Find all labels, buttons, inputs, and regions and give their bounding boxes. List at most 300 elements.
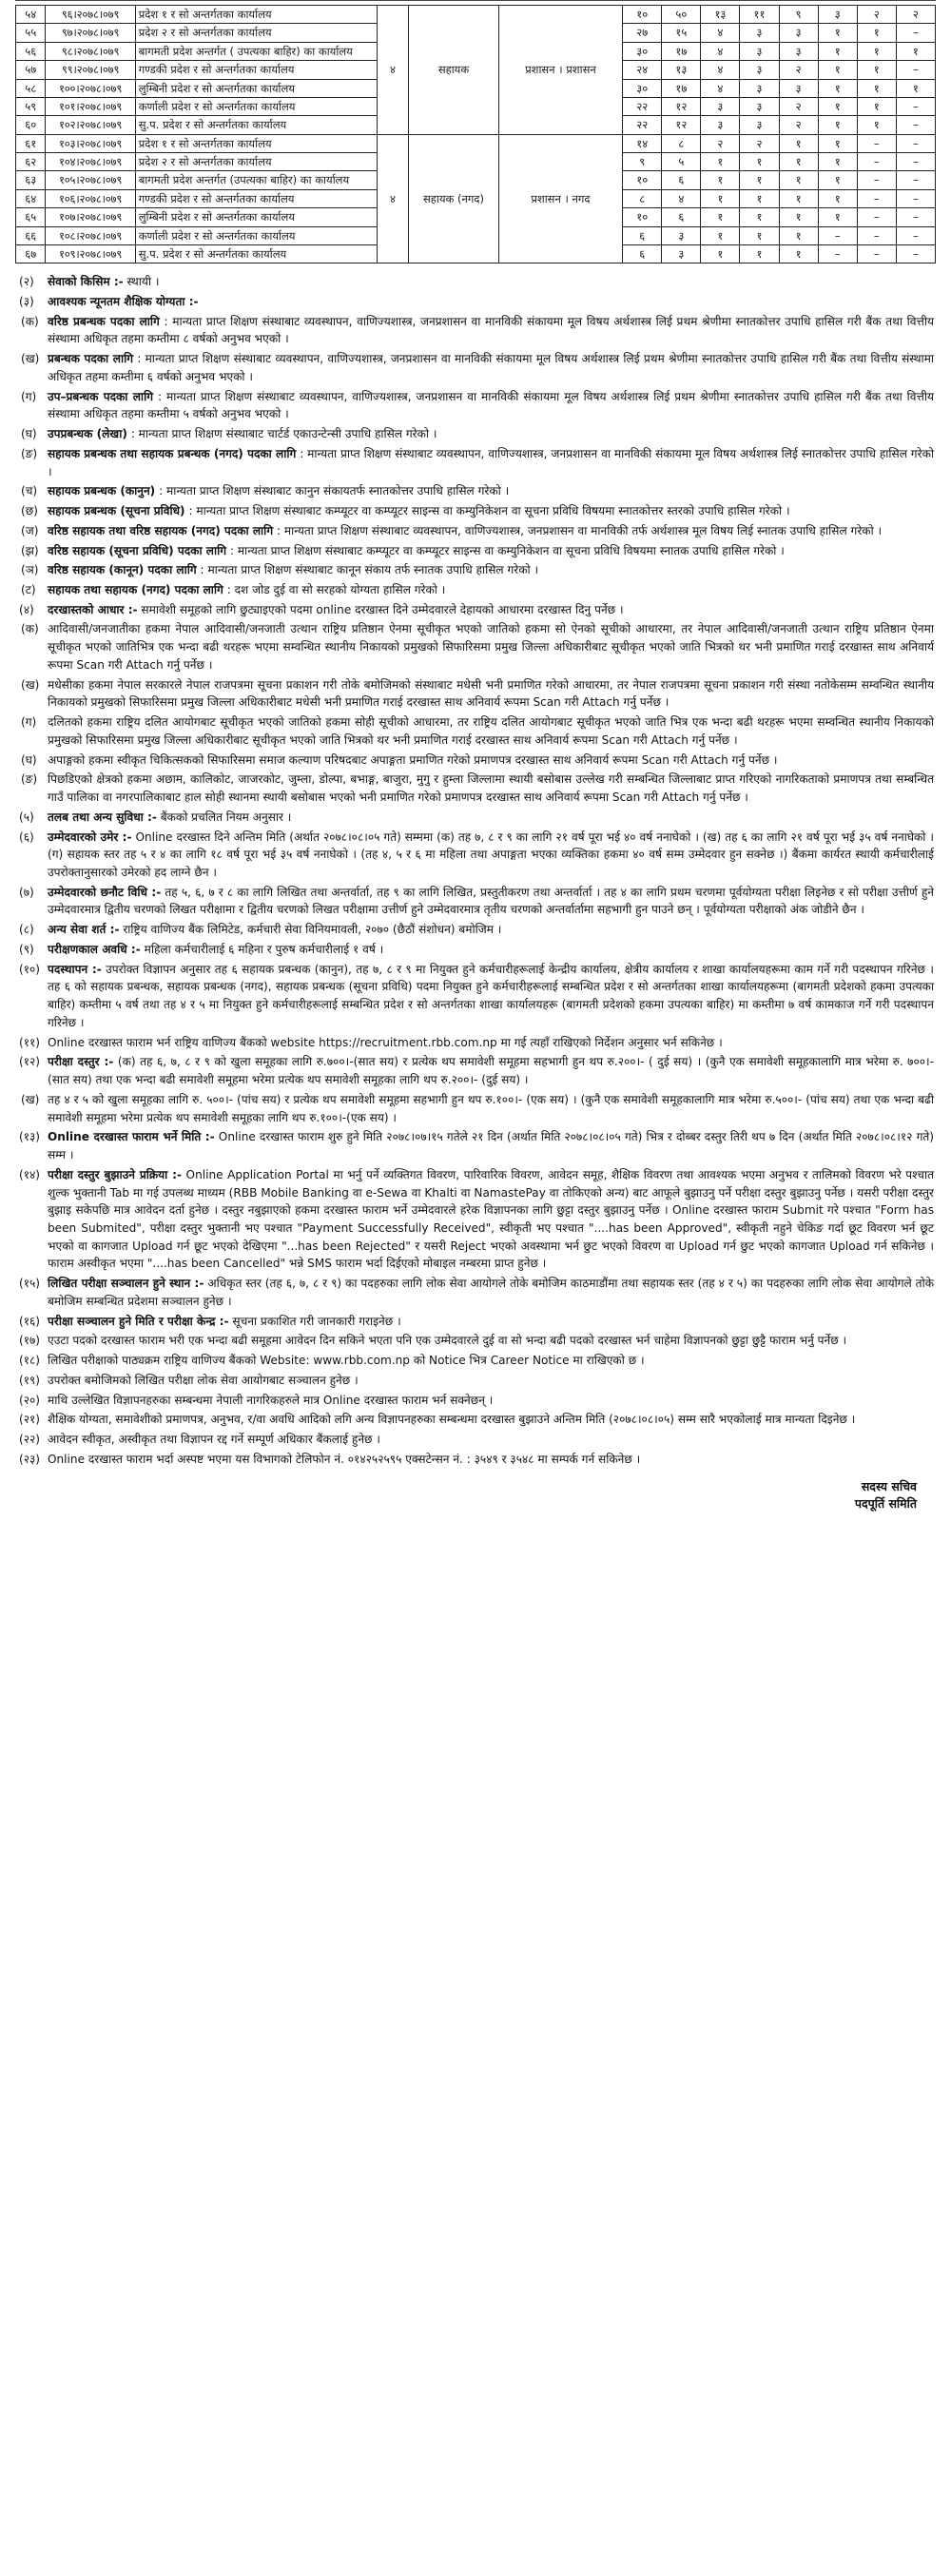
clause-text: उपरोक्त बमोजिमको लिखित परीक्षा लोक सेवा आयोगबाट सञ्चालन हुनेछ । <box>48 1373 359 1387</box>
clause-marker: (११) <box>19 1035 41 1049</box>
cell-serial-number: ६५ <box>16 208 46 226</box>
cell-seat-count: – <box>896 189 935 207</box>
clause-text: स्थायी । <box>123 275 160 289</box>
cell-seat-count: १ <box>818 208 857 226</box>
clause-marker: (२) <box>19 275 34 289</box>
clause-body <box>48 425 936 443</box>
cell-seat-count: – <box>857 153 896 171</box>
cell-seat-count: – <box>896 226 935 244</box>
clause-body <box>48 1332 936 1350</box>
clause-body <box>48 388 936 423</box>
clause-item <box>15 1352 936 1370</box>
clause-item <box>15 1372 936 1390</box>
clause-item <box>15 482 936 500</box>
clause-marker: (१३) <box>19 1130 41 1144</box>
signature-line-1: सदस्य सचिव <box>861 1478 917 1493</box>
clause-marker: (१०) <box>19 962 41 976</box>
cell-seat-count: १३ <box>701 6 740 24</box>
cell-office-name: कर्णाली प्रदेश र सो अन्तर्गतका कार्यालय <box>135 226 377 244</box>
cell-seat-count: ३ <box>740 116 779 134</box>
clause-text: : मान्यता प्राप्त शिक्षण संस्थाबाट कम्प्यूटर वा कम्प्यूटर साइन्स वा कम्युनिकेशन वा सूचना प्रविधि विषयमा स्नातक उपाधि हासिल गरेको । <box>226 543 785 557</box>
clause-marker: (१६) <box>19 1314 41 1328</box>
clause-marker: (८) <box>19 923 34 937</box>
clause-marker: (१२) <box>19 1055 41 1069</box>
cell-office-name: बागमती प्रदेश अन्तर्गत ( उपत्यका बाहिर) का कार्यालय <box>135 42 377 60</box>
cell-level: ४ <box>377 134 409 263</box>
clause-item <box>15 1411 936 1429</box>
cell-level: ४ <box>377 6 409 135</box>
cell-seat-count: १ <box>740 189 779 207</box>
clause-item <box>15 751 936 770</box>
cell-advertisement-number: १०२।२०७८।०७९ <box>46 116 135 134</box>
cell-seat-count: ३ <box>779 79 818 97</box>
clause-body <box>48 522 936 540</box>
cell-seat-count: १ <box>818 97 857 115</box>
clause-item <box>15 1392 936 1410</box>
clause-text: दलितको हकमा राष्ट्रिय दलित आयोगबाट सूचीकृत भएको जातिको हकमा सोही सूचीको आधारमा, तर राष्ट्रिय दलित आयोगबाट सूचीकृत भएको जाति भित्र एक भन्दा बढी थरहरू भएमा सम्वन्धित स्थानीय निकायको प्रमुखको सिफारिसमा प्रमुख जिल्ला अधिकारीबाट सूचीकृत भएको जाति भित्रको थर भनी प्रमाणित गराई दरखास्त साथ अनिवार्य रूपमा Scan गरी Attach गर्नु पर्नेछ । <box>48 715 934 747</box>
cell-seat-count: ४ <box>701 42 740 60</box>
cell-seat-count: १ <box>857 116 896 134</box>
cell-serial-number: ६३ <box>16 171 46 189</box>
clause-body <box>48 884 936 919</box>
cell-advertisement-number: १०७।२०७८।०७९ <box>46 208 135 226</box>
cell-seat-count: – <box>896 153 935 171</box>
clause-marker: (४) <box>19 602 34 616</box>
cell-seat-count: १ <box>701 189 740 207</box>
cell-seat-count: १ <box>818 189 857 207</box>
cell-seat-count: १ <box>818 42 857 60</box>
clause-body <box>48 601 936 619</box>
clause-item <box>15 350 936 385</box>
cell-seat-count: २ <box>896 6 935 24</box>
cell-seat-count: १ <box>818 116 857 134</box>
cell-post-name: सहायक (नगद) <box>409 134 498 263</box>
clause-body <box>48 445 936 480</box>
clause-item <box>15 713 936 749</box>
clause-body <box>48 961 936 1032</box>
cell-serial-number: ५६ <box>16 42 46 60</box>
clause-heading: परीक्षा दस्तुर :- <box>48 1055 114 1069</box>
cell-seat-count: १ <box>818 24 857 42</box>
cell-advertisement-number: १०८।२०७८।०७९ <box>46 226 135 244</box>
cell-seat-count: १ <box>818 153 857 171</box>
cell-seat-count: १ <box>779 244 818 263</box>
clause-body <box>48 1411 936 1429</box>
cell-seat-count: १ <box>740 153 779 171</box>
clause-marker: (घ) <box>21 427 37 441</box>
cell-seat-count: ४ <box>662 189 701 207</box>
cell-seat-count: २४ <box>623 61 662 79</box>
cell-seat-count: ३ <box>779 42 818 60</box>
clause-body <box>48 581 936 599</box>
cell-seat-count: ६ <box>662 171 701 189</box>
cell-seat-count: १ <box>818 79 857 97</box>
clause-marker: (१४) <box>19 1167 41 1181</box>
clause-item <box>15 1313 936 1331</box>
clause-text: सूचना प्रकाशित गरी जानकारी गराइनेछ । <box>228 1314 401 1328</box>
clause-text: Online दरखास्त फाराम भर्न राष्ट्रिय वाणिज्य बैंकको website https://recruitment.rbb.com.np मा गई त्यहाँ राखिएको निर्देशन अनुसार भर्न सकिनेछ । <box>48 1035 723 1049</box>
clause-body <box>48 1451 936 1469</box>
clause-marker: (घ) <box>21 752 37 767</box>
clause-text: समावेशी समूहको लागि छुट्याइएको पदमा online दरखास्त दिने उम्मेदवारले देहायको आधारमा दरखास्त दिनु पर्नेछ । <box>137 602 624 616</box>
cell-advertisement-number: १०१।२०७८।०७९ <box>46 97 135 115</box>
cell-advertisement-number: १००।२०७८।०७९ <box>46 79 135 97</box>
clause-item <box>15 1034 936 1052</box>
vacancy-table <box>15 5 936 263</box>
clause-heading: दरखास्तको आधार :- <box>48 602 138 616</box>
clause-body <box>48 1352 936 1370</box>
cell-seat-count: ४ <box>701 61 740 79</box>
clause-text: Online दरखास्त फाराम भर्दा अस्पष्ट भएमा यस विभागको टेलिफोन नं. ०१४२५२५९५ एक्सटेन्सन नं. : ३५४९ र ३५४८ मा सम्पर्क गर्न सकिनेछ । <box>48 1452 641 1466</box>
clause-marker: (ङ) <box>21 772 38 787</box>
clause-text: : मान्यता प्राप्त शिक्षण संस्थाबाट व्यवस्थापन, वाणिज्यशास्त्र, जनप्रशासन वा मानविकी संकायमा मूल विषय अर्थशास्त्र लिई प्रथम श्रेणीमा स्नातकोत्तर उपाधि हासिल गरी बैंक तथा वित्तीय संस्थामा अधिकृत तहमा कम्तीमा ६ वर्षको अनुभव भएको । <box>48 352 934 383</box>
cell-seat-count: – <box>896 61 935 79</box>
clause-heading: वरिष्ठ सहायक तथा वरिष्ठ सहायक (नगद) पदका लागि <box>48 523 274 537</box>
cell-seat-count: ६ <box>623 226 662 244</box>
clause-body <box>48 771 936 806</box>
cell-seat-count: १३ <box>662 61 701 79</box>
cell-seat-count: १ <box>779 189 818 207</box>
clause-body <box>48 502 936 520</box>
cell-seat-count: ११ <box>740 6 779 24</box>
clause-body <box>48 620 936 673</box>
clause-heading: वरिष्ठ सहायक (सूचना प्रविधि) पदका लागि <box>48 543 227 557</box>
clause-text: : मान्यता प्राप्त शिक्षण संस्थाबाट व्यवस्थापन, वाणिज्यशास्त्र, जनप्रशासन वा मानविकी संकायमा मूल विषय अर्थशास्त्र लिई प्रथम श्रेणीमा स्नातकोत्तर उपाधि हासिल गरी बैंक तथा वित्तीय संस्थामा अधिकृत तहमा कम्तीमा ८ वर्षको अनुभव भएको । <box>48 314 934 346</box>
cell-seat-count: – <box>896 171 935 189</box>
cell-advertisement-number: १०९।२०७८।०७९ <box>46 244 135 263</box>
clause-heading: उम्मेदवारको उमेर :- <box>48 829 132 844</box>
clause-heading: परीक्षणकाल अवधि :- <box>48 942 141 956</box>
clause-item <box>15 561 936 579</box>
clause-heading: पदस्थापन :- <box>48 962 102 976</box>
cell-seat-count: – <box>896 244 935 263</box>
cell-office-name: लुम्बिनी प्रदेश र सो अन्तर्गतका कार्यालय <box>135 208 377 226</box>
clause-item <box>15 445 936 480</box>
clause-item <box>15 601 936 619</box>
cell-office-name: कर्णाली प्रदेश र सो अन्तर्गतका कार्यालय <box>135 97 377 115</box>
clause-marker: (३) <box>19 294 34 308</box>
clause-text: राष्ट्रिय वाणिज्य बैंक लिमिटेड, कर्मचारी सेवा विनियमावली, २०७० (छैठौं संशोधन) बमोजिम । <box>119 923 502 937</box>
cell-seat-count: – <box>896 116 935 134</box>
clause-marker: (ञ) <box>21 563 39 577</box>
clause-body <box>48 1053 936 1088</box>
cell-office-name: गण्डकी प्रदेश र सो अन्तर्गतका कार्यालय <box>135 189 377 207</box>
cell-seat-count: ५० <box>662 6 701 24</box>
cell-seat-count: २ <box>779 61 818 79</box>
clause-marker: (६) <box>19 829 34 844</box>
cell-seat-count: ३० <box>623 42 662 60</box>
clause-marker: (१५) <box>19 1277 41 1291</box>
cell-serial-number: ६६ <box>16 226 46 244</box>
cell-office-name: सु.प. प्रदेश र सो अन्तर्गतका कार्यालय <box>135 244 377 263</box>
clause-body <box>48 751 936 770</box>
cell-seat-count: १ <box>896 42 935 60</box>
clause-item <box>15 502 936 520</box>
cell-office-name: बागमती प्रदेश अन्तर्गत (उपत्यका बाहिर) का कार्यालय <box>135 171 377 189</box>
clause-body <box>48 542 936 560</box>
cell-seat-count: २ <box>857 6 896 24</box>
clause-body <box>48 1275 936 1310</box>
clause-heading: वरिष्ठ सहायक (कानून) पदका लागि <box>48 563 197 577</box>
clause-marker: (५) <box>19 810 34 824</box>
cell-seat-count: – <box>896 24 935 42</box>
cell-seat-count: १ <box>740 171 779 189</box>
clause-text: : मान्यता प्राप्त शिक्षण संस्थाबाट कानुन संकायतर्फ स्नातकोत्तर उपाधि हासिल गरेको । <box>155 484 510 498</box>
clause-text: माथि उल्लेखित विज्ञापनहरुका सम्बन्धमा नेपाली नागरिकहरुले मात्र Online दरखास्त फाराम भर्न सक्नेछन् । <box>48 1393 494 1407</box>
clause-text: तह ४ र ५ को खुला समूहका लागि रु. ५००।- (पांच सय) र प्रत्येक थप समावेशी समूहमा सहभागी हुन थप रु.१००।- (एक सय) । (कुनै एक समावेशी समूहकालागि मात्र भरेमा रु.५००।- (पांच सय) तथा एक भन्दा बढी समावेशी समूहमा भरेमा प्रत्येक थप समावेशी समूहका लागि थप रु.१००।-(एक सय) । <box>48 1092 934 1124</box>
clause-marker: (९) <box>19 942 34 956</box>
clause-text: : दश जोड दुई वा सो सरहको योग्यता हासिल गरेको । <box>223 583 446 596</box>
cell-seat-count: १५ <box>662 24 701 42</box>
cell-serial-number: ५७ <box>16 61 46 79</box>
cell-seat-count: ३ <box>740 42 779 60</box>
clause-item <box>15 273 936 291</box>
cell-office-name: प्रदेश १ र सो अन्तर्गतका कार्यालय <box>135 134 377 152</box>
clause-item <box>15 809 936 827</box>
cell-seat-count: – <box>857 244 896 263</box>
cell-seat-count: २ <box>740 134 779 152</box>
clause-marker: (क) <box>21 622 39 636</box>
cell-seat-count: २ <box>701 134 740 152</box>
clause-text: अपाङ्गको हकमा स्वीकृत चिकित्सकको सिफारिसमा समाज कल्याण परिषदबाट अपाङ्गता प्रमाणित गरेको प्रमाणपत्र दरखास्त साथ अनिवार्य रूपमा Scan गरी Attach गर्नु पर्नेछ । <box>48 752 778 767</box>
clause-text: : मान्यता प्राप्त शिक्षण संस्थाबाट व्यवस्थापन, वाणिज्यशास्त्र, जनप्रशासन वा मानविकी तर्फ अर्थशास्त्र मूल विषय लिई स्नातक उपाधि हासिल गरेको । <box>273 523 883 537</box>
clause-item <box>15 829 936 882</box>
cell-seat-count: १ <box>857 97 896 115</box>
clause-heading: सेवाको किसिम :- <box>48 275 124 289</box>
clause-marker: (७) <box>19 885 34 899</box>
clause-item <box>15 425 936 443</box>
clause-marker: (क) <box>21 314 39 328</box>
cell-seat-count: ६ <box>623 244 662 263</box>
cell-seat-count: १० <box>623 208 662 226</box>
clause-text: शैक्षिक योग्यता, समावेशीको प्रमाणपत्र, अनुभव, र/वा अवधि आदिको लगि अन्य विज्ञापनहरुका सम्बन्धमा दरखास्त बुझाउने अन्तिम मिति (२०७८।०८।०५) सम्म सारै भएकोलाई मात्र मान्यता दिइनेछ । <box>48 1413 856 1427</box>
cell-serial-number: ६१ <box>16 134 46 152</box>
clause-item <box>15 961 936 1032</box>
cell-seat-count: ४ <box>701 79 740 97</box>
clause-marker: (१८) <box>19 1354 41 1368</box>
clause-text: महिला कर्मचारीलाई ६ महिना र पुरुष कर्मचारीलाई १ वर्ष । <box>140 942 384 956</box>
cell-serial-number: ५८ <box>16 79 46 97</box>
cell-service-group: प्रशासन । प्रशासन <box>498 6 623 135</box>
cell-seat-count: १ <box>701 244 740 263</box>
clause-body <box>48 273 936 291</box>
cell-seat-count: १७ <box>662 42 701 60</box>
clause-body <box>48 921 936 939</box>
clause-marker: (२३) <box>19 1452 41 1466</box>
cell-office-name: गण्डकी प्रदेश र सो अन्तर्गतका कार्यालय <box>135 61 377 79</box>
clause-heading: सहायक तथा सहायक (नगद) पदका लागि <box>48 583 223 596</box>
cell-seat-count: ८ <box>662 134 701 152</box>
clause-body <box>48 350 936 385</box>
clause-body <box>48 676 936 712</box>
cell-seat-count: – <box>896 208 935 226</box>
cell-seat-count: १२ <box>662 116 701 134</box>
cell-seat-count: १ <box>857 79 896 97</box>
clause-item <box>15 676 936 712</box>
cell-post-name: सहायक <box>409 6 498 135</box>
clause-body <box>48 1166 936 1273</box>
clause-item <box>15 293 936 311</box>
clause-heading: उपप्रबन्धक (लेखा) <box>48 427 127 441</box>
clause-heading: परीक्षा सञ्चालन हुने मिति र परीक्षा केन्द्र :- <box>48 1314 229 1328</box>
clause-item <box>15 1431 936 1449</box>
cell-seat-count: – <box>857 171 896 189</box>
cell-seat-count: २ <box>779 97 818 115</box>
cell-seat-count: ८ <box>623 189 662 207</box>
clause-text: Online Application Portal मा भर्नु पर्ने व्यक्तिगत विवरण, पारिवारिक विवरण, आवेदन समूह, शैक्षिक विवरण तथा आवश्यक भएमा अनुभव र तालिमको विवरण भरे पश्चात शुल्क भुक्तानी Tab मा गई उपलब्ध माध्यम (RBB Mobile Banking वा e-Sewa वा Khalti वा NamastePay वा तोकिएको अन्य) बाट आफूले बुझाउनु पर्ने परीक्षा दस्तुर बुझाउनु पर्नेछ । यसरी परीक्षा दस्तुर बुझाइ सकेपछि मात्र आवेदन दर्ता हुनेछ । दस्तुर नबुझाएको हकमा दरखास्त फाराम भर्ने उम्मेदवारले हरेक विज्ञापनका लागि छुट्टा दस्तुर बुझाउनु पर्नेछ । Online दरखास्त फाराम Submit गरे पश्चात "Form has been Submited", परीक्षा दस्तुर भुक्तानी भए पश्चात "Payment Successfully Received", स्वीकृती भए पश्चात "....has been Approved", स्वीकृती नहुने चेकिङ गर्दा छूट विवरण भर्न छूट भएको वा कागजात Upload गर्न छूट भएको देखिएमा "...has been Rejected" र यसरी Reject भएको अवस्थामा भर्न छुट भएको विवरण वा Upload गर्न छुट भएको कागजात Upload गर्न सकिनेछ । फाराम अस्वीकृत भएमा "....has been Cancelled" भन्ने SMS फाराम भर्दा दिईएको मोबाइल नम्बरमा प्राप्त हुनेछ । <box>48 1167 934 1271</box>
clause-item <box>15 1128 936 1163</box>
cell-seat-count: २२ <box>623 116 662 134</box>
cell-seat-count: ३ <box>662 244 701 263</box>
clause-text: एउटा पदको दरखास्त फाराम भरी एक भन्दा बढी समूहमा आवेदन दिन सकिने भएता पनि एक उम्मेदवारले दुई वा सो भन्दा बढी पदको दरखास्त भर्न चाहेमा विज्ञापनको छुट्टा छुट्टै फाराम भर्नु पर्नेछ । <box>48 1334 847 1348</box>
cell-seat-count: ३ <box>818 6 857 24</box>
cell-seat-count: – <box>818 226 857 244</box>
clause-list <box>15 273 936 1468</box>
clause-body <box>48 1091 936 1126</box>
clause-marker: (२१) <box>19 1413 41 1427</box>
clause-marker: (ङ) <box>21 446 38 460</box>
cell-office-name: प्रदेश १ र सो अन्तर्गतका कार्यालय <box>135 6 377 24</box>
clause-text: : मान्यता प्राप्त शिक्षण संस्थाबाट व्यवस्थापन, वाणिज्यशास्त्र, जनप्रशासन वा मानविकी संकायमा मूल विषय अर्थशास्त्र लिई स्नातकोत्तर उपाधि हासिल गरेको । <box>48 446 934 478</box>
cell-seat-count: १ <box>779 208 818 226</box>
cell-office-name: प्रदेश २ र सो अन्तर्गतका कार्यालय <box>135 24 377 42</box>
cell-seat-count: ३ <box>740 61 779 79</box>
table-row <box>16 6 936 24</box>
cell-seat-count: १ <box>779 134 818 152</box>
cell-seat-count: १ <box>779 171 818 189</box>
clause-body <box>48 1313 936 1331</box>
clause-item <box>15 313 936 348</box>
cell-office-name: लुम्बिनी प्रदेश र सो अन्तर्गतका कार्यालय <box>135 79 377 97</box>
cell-seat-count: १ <box>857 42 896 60</box>
clause-marker: (ज) <box>21 523 39 537</box>
clause-heading: तलब तथा अन्य सुविधा :- <box>48 810 157 824</box>
clause-body <box>48 1431 936 1449</box>
cell-seat-count: १४ <box>623 134 662 152</box>
cell-seat-count: १ <box>740 208 779 226</box>
clause-body <box>48 941 936 959</box>
cell-serial-number: ५५ <box>16 24 46 42</box>
cell-seat-count: ३ <box>779 24 818 42</box>
clause-body <box>48 1128 936 1163</box>
clause-text: Online दरखास्त दिने अन्तिम मिति (अर्थात २०७८।०८।०५ गते) सम्ममा (क) तह ७, ८ र ९ का लागि २१ वर्ष पूरा भई ४० वर्ष ननाघेको । (ख) तह ६ का लागि २१ वर्ष पूरा भई ३५ वर्ष ननाघेको । (ग) सहायक स्तर तह ५ र ४ का लागि १८ वर्ष पूरा भई ३५ वर्ष ननाघेको । (तह ४, ५ र ६ मा महिला तथा अपाङ्गता भएका व्यक्तिका हकमा ४० वर्ष सम्म उम्मेदवार हुन सक्नेछ ।) बैंकमा कार्यरत स्थायी कर्मचारीलाई उपरोक्तानुसारको उमेरको हद लाग्ने छैन । <box>48 829 934 880</box>
cell-seat-count: ६ <box>662 208 701 226</box>
clause-body <box>48 1392 936 1410</box>
cell-advertisement-number: १०६।२०७८।०७९ <box>46 189 135 207</box>
cell-seat-count: ३ <box>662 226 701 244</box>
cell-advertisement-number: ९६।२०७८।०७९ <box>46 6 135 24</box>
cell-seat-count: ३ <box>701 116 740 134</box>
cell-seat-count: ३ <box>740 97 779 115</box>
clause-body <box>48 713 936 749</box>
clause-heading: वरिष्ठ प्रबन्धक पदका लागि <box>48 314 160 328</box>
clause-item <box>15 1451 936 1469</box>
clause-heading: आवश्यक न्यूनतम शैक्षिक योग्यता :- <box>48 294 199 308</box>
clause-body <box>48 829 936 882</box>
cell-seat-count: ३ <box>740 79 779 97</box>
clause-text: (क) तह ६, ७, ८ र ९ को खुला समूहका लागि रु.७००।-(सात सय) र प्रत्येक थप समावेशी समूहमा सहभागी हुन थप रु.२००।- ( दुई सय) । (कुनै एक समावेशी समूहकालागि मात्र भरेमा रु. ७००।- (सात सय) तथा एक भन्दा बढी समावेशी समूहमा भरेमा प्रत्येक थप समावेशी समूहका लागि थप रु.२००।- (दुई सय) । <box>48 1055 934 1087</box>
clause-text: : मान्यता प्राप्त शिक्षण संस्थाबाट कानून संकाय तर्फ स्नातक उपाधि हासिल गरेको । <box>196 563 539 577</box>
clause-item <box>15 542 936 560</box>
cell-seat-count: ५ <box>662 153 701 171</box>
cell-serial-number: ६४ <box>16 189 46 207</box>
cell-seat-count: २ <box>779 116 818 134</box>
clause-body <box>48 293 936 311</box>
clause-body <box>48 313 936 348</box>
cell-seat-count: ४ <box>701 24 740 42</box>
clause-item <box>15 522 936 540</box>
cell-advertisement-number: १०५।२०७८।०७९ <box>46 171 135 189</box>
cell-seat-count: १ <box>779 226 818 244</box>
clause-text: मधेसीका हकमा नेपाल सरकारले नेपाल राजपत्रमा सूचना प्रकाशन गरी तोके बमोजिमको संस्थाबाट मधेसी भनी प्रमाणित गरेको आधारमा, तर नेपाल राजपत्रमा सूचना प्रकाशन गरी संस्था नतोकेसम्म सम्वन्धित स्थानीय निकायको प्रमुखको सिफारिसमा प्रमुख जिल्ला अधिकारीबाट मधेसी भनी प्रमाणित गराई दरखास्त साथ अनिवार्य रूपमा Scan गरी Attach गर्नु पर्नेछ । <box>48 677 934 710</box>
clause-marker: (ख) <box>21 1092 40 1106</box>
clause-item <box>15 771 936 806</box>
cell-seat-count: – <box>818 244 857 263</box>
clause-marker: (छ) <box>21 504 38 518</box>
clause-heading: अन्य सेवा शर्त :- <box>48 923 120 937</box>
cell-seat-count: – <box>857 189 896 207</box>
clause-item <box>15 581 936 599</box>
clause-item <box>15 620 936 673</box>
cell-seat-count: १ <box>701 171 740 189</box>
cell-seat-count: १७ <box>662 79 701 97</box>
cell-seat-count: २२ <box>623 97 662 115</box>
cell-seat-count: ३ <box>740 24 779 42</box>
cell-seat-count: – <box>896 134 935 152</box>
clause-text: आवेदन स्वीकृत, अस्वीकृत तथा विज्ञापन रद्द गर्ने सम्पूर्ण अधिकार बैंकलाई हुनेछ । <box>48 1433 380 1447</box>
clause-item <box>15 1053 936 1088</box>
clause-text: लिखित परीक्षाको पाठ्यक्रम राष्ट्रिय वाणिज्य बैंकको Website: www.rbb.com.np को Notice भित्र Career Notice मा राखिएको छ । <box>48 1354 645 1368</box>
cell-seat-count: १ <box>818 134 857 152</box>
clause-body <box>48 1034 936 1052</box>
cell-seat-count: – <box>857 134 896 152</box>
cell-seat-count: १ <box>701 208 740 226</box>
clause-item <box>15 388 936 423</box>
clause-item <box>15 941 936 959</box>
cell-seat-count: २७ <box>623 24 662 42</box>
cell-advertisement-number: ९८।२०७८।०७९ <box>46 42 135 60</box>
clause-marker: (झ) <box>21 543 39 557</box>
cell-office-name: सु.प. प्रदेश र सो अन्तर्गतका कार्यालय <box>135 116 377 134</box>
clause-marker: (च) <box>21 484 38 498</box>
cell-seat-count: ९ <box>779 6 818 24</box>
clause-heading: उप–प्रबन्धक पदका लागि <box>48 389 154 403</box>
cell-seat-count: ३ <box>701 97 740 115</box>
clause-heading: Online दरखास्त फाराम भर्ने मिति :- <box>48 1130 215 1144</box>
cell-seat-count: १२ <box>662 97 701 115</box>
clause-heading: प्रबन्धक पदका लागि <box>48 352 134 366</box>
cell-seat-count: १ <box>818 171 857 189</box>
cell-seat-count: १ <box>701 153 740 171</box>
clause-body <box>48 1372 936 1390</box>
cell-seat-count: १ <box>740 244 779 263</box>
cell-seat-count: ९ <box>623 153 662 171</box>
clause-item <box>15 1332 936 1350</box>
clause-marker: (१७) <box>19 1334 41 1348</box>
clause-item <box>15 884 936 919</box>
cell-advertisement-number: ९९।२०७८।०७९ <box>46 61 135 79</box>
cell-seat-count: – <box>857 208 896 226</box>
clause-heading: सहायक प्रबन्धक (सूचना प्रविधि) <box>48 504 185 518</box>
cell-seat-count: १ <box>701 226 740 244</box>
clause-heading: उम्मेदवारको छनौट विधि :- <box>48 885 162 899</box>
cell-seat-count: १० <box>623 6 662 24</box>
clause-item <box>15 1275 936 1310</box>
cell-serial-number: ६० <box>16 116 46 134</box>
clause-marker: (ख) <box>21 677 40 692</box>
clause-text: बैंकको प्रचलित नियम अनुसार । <box>156 810 292 824</box>
cell-serial-number: ६२ <box>16 153 46 171</box>
